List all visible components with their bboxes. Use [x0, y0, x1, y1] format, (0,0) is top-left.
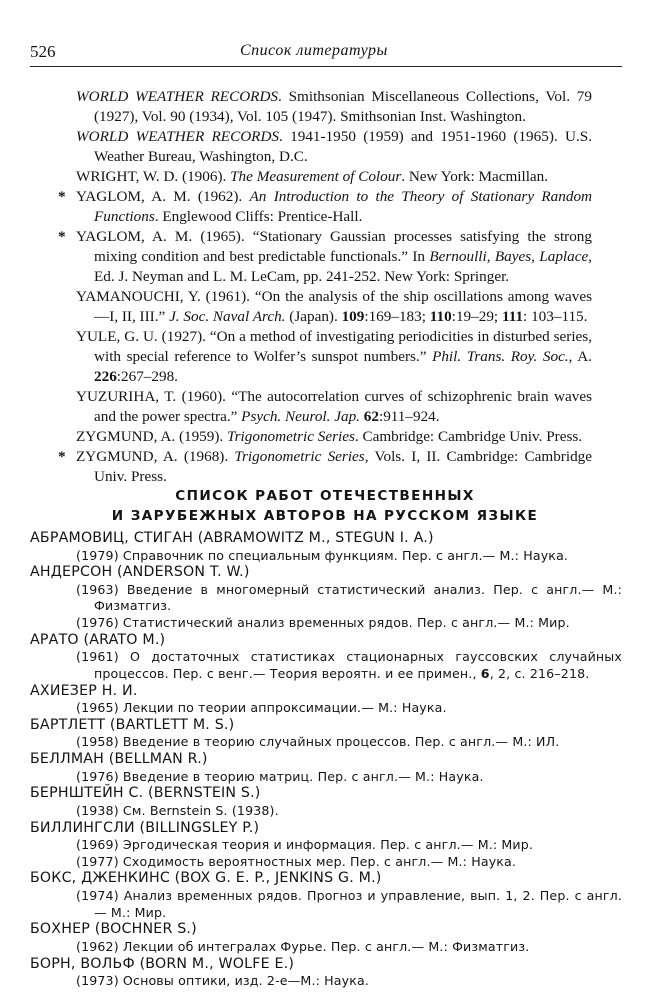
reference-entry: [0, 167, 592, 187]
text-run: . 1941-1950 (1959) and 1951-1960 (1965). U.S. Weather Bureau, Washington, D.C.: [94, 128, 592, 165]
work-entry: [30, 649, 622, 682]
text-run: . Cambridge: Cambridge Univ. Press.: [354, 428, 583, 445]
reference-entry: [0, 447, 592, 487]
reference-entry: [0, 87, 592, 127]
text-run: 6: [480, 666, 490, 682]
text-run: J. Soc. Naval Arch.: [169, 308, 286, 325]
work-entry: [30, 803, 622, 820]
text-run: 226: [94, 368, 117, 385]
running-title: Список литературы: [240, 42, 388, 59]
reference-entry: [0, 187, 592, 227]
text-run: . Englewood Cliffs: Prentice-Hall.: [154, 208, 363, 225]
english-reference-list: [0, 87, 650, 487]
reference-entry: [0, 287, 592, 327]
text-run: Psych. Neurol. Jap.: [241, 408, 360, 425]
text-run: 109: [341, 308, 365, 325]
reference-entry: [0, 127, 592, 167]
text-run: Phil. Trans. Roy. Soc.: [432, 348, 569, 365]
work-entry: [30, 939, 622, 956]
work-entry: [30, 837, 622, 854]
text-run: WORLD WEATHER RECORDS: [76, 128, 280, 145]
text-run: 62: [363, 408, 379, 425]
text-run: , 2, с. 216–218.: [489, 666, 590, 682]
text-run: (1976) Статистический анализ временных рядов. Пер. с англ.— М.: Мир.: [76, 615, 570, 631]
star-marker: *: [58, 448, 66, 465]
text-run: (1963) Введение в многомерный статистический анализ. Пер. с англ.— М.: Физматгиз.: [76, 581, 622, 614]
text-run: (1962) Лекции об интегралах Фурье. Пер. с англ.— М.: Физматгиз.: [76, 938, 530, 954]
text-run: 111: [501, 308, 524, 325]
text-run: (1976) Введение в теорию матриц. Пер. с англ.— М.: Наука.: [76, 768, 484, 784]
text-run: The Measurement of Colour: [230, 168, 402, 185]
author-heading: БЕЛЛМАН (BELLMAN R.): [30, 751, 208, 768]
author-heading: АХИЕЗЕР Н. И.: [30, 682, 138, 699]
text-run: , A.: [568, 348, 592, 365]
author-heading: АРАТО (ARATO M.): [30, 631, 166, 648]
text-run: : 103–115.: [523, 308, 588, 325]
star-marker: *: [58, 228, 66, 245]
work-entry: [30, 700, 622, 717]
russian-section-heading: [0, 486, 650, 526]
text-run: YAMANOUCHI, Y. (1961). “On the analysis of the ship oscillations among waves—I, II, III.”: [76, 288, 592, 325]
work-entry: [30, 888, 622, 921]
text-run: (1977) Сходимость вероятностных мер. Пер. с англ.— М.: Наука.: [76, 853, 517, 869]
text-run: :911–924.: [378, 408, 440, 425]
author-heading: БЕРНШТЕЙН С. (BERNSTEIN S.): [30, 785, 261, 802]
russian-reference-list: [30, 530, 622, 990]
work-entry: [30, 973, 622, 990]
reference-entry: [0, 427, 592, 447]
text-run: , Vols. I, II. Cambridge: Cambridge Univ. Press.: [94, 448, 592, 485]
author-heading: АНДЕРСОН (ANDERSON T. W.): [30, 564, 250, 581]
page-number: 526: [30, 42, 56, 61]
work-entry: [30, 615, 622, 632]
author-heading: АБРАМОВИЦ, СТИГАН (ABRAMOWITZ M., STEGUN I. A.): [30, 530, 434, 546]
work-entry: [30, 734, 622, 751]
author-heading: БОРН, ВОЛЬФ (BORN M., WOLFE E.): [30, 955, 295, 972]
text-run: (1961) О достаточных статистиках стационарных гауссовских случайных процессов. Пер. с венг.— Теория вероятн. и ее примен.,: [76, 649, 622, 682]
text-run: ZYGMUND, A. (1968).: [76, 448, 235, 465]
text-run: YUZURIHA, T. (1960). “The autocorrelation curves of schizophrenic brain waves and the power spectra.”: [76, 388, 592, 425]
text-run: YULE, G. U. (1927). “On a method of investigating periodicities in disturbed series, with special reference to Wolfer’s sunspot numbers.”: [76, 328, 592, 365]
author-heading: БОКС, ДЖЕНКИНС (BOX G. E. P., JENKINS G. M.): [30, 870, 382, 887]
work-entry: [30, 582, 622, 615]
text-run: 110: [429, 308, 452, 325]
text-run: (1974) Анализ временных рядов. Прогноз и управление, вып. 1, 2. Пер. с англ.— М.: Мир.: [76, 887, 622, 920]
text-run: . New York: Macmillan.: [401, 168, 549, 185]
text-run: ZYGMUND, A. (1959).: [76, 428, 228, 445]
text-run: , Ed. J. Neyman and L. M. LeCam, pp. 241-252. New York: Springer.: [94, 248, 593, 285]
text-run: YAGLOM, A. M. (1965). “Stationary Gaussian processes satisfying the strong mixing condition and best predictable functionals.” In: [76, 228, 592, 265]
text-run: WORLD WEATHER RECORDS: [76, 88, 279, 105]
author-heading: БОХНЕР (BOCHNER S.): [30, 921, 197, 938]
text-run: An Introduction to the Theory of Stationary Random Functions: [94, 188, 593, 225]
text-run: (Japan).: [285, 308, 342, 325]
reference-entry: [0, 227, 592, 287]
text-run: Trigonometric Series: [234, 448, 365, 465]
reference-entry: [0, 327, 592, 387]
text-run: (1965) Лекции по теории аппроксимации.— М.: Наука.: [76, 700, 447, 716]
text-run: :19–29;: [451, 308, 502, 325]
text-run: Trigonometric Series: [227, 428, 355, 445]
text-run: (1969) Эргодическая теория и информация. Пер. с англ.— М.: Мир.: [76, 837, 534, 853]
page-header: [30, 40, 622, 64]
heading-line-1: СПИСОК РАБОТ ОТЕЧЕСТВЕННЫХ: [175, 488, 475, 504]
work-entry: [30, 854, 622, 871]
text-run: :169–183;: [364, 308, 430, 325]
author-heading: БАРТЛЕТТ (BARTLETT M. S.): [30, 716, 235, 733]
text-run: WRIGHT, W. D. (1906).: [76, 168, 231, 185]
author-heading: БИЛЛИНГСЛИ (BILLINGSLEY P.): [30, 819, 260, 836]
work-entry: [30, 548, 622, 565]
text-run: :267–298.: [116, 368, 178, 385]
text-run: (1958) Введение в теорию случайных процессов. Пер. с англ.— М.: ИЛ.: [76, 734, 560, 750]
header-rule: [30, 66, 622, 67]
work-entry: [30, 769, 622, 786]
text-run: YAGLOM, A. M. (1962).: [76, 188, 250, 205]
text-run: (1979) Справочник по специальным функциям. Пер. с англ.— М.: Наука.: [76, 547, 569, 563]
text-run: (1938) См. Bernstein S. (1938).: [76, 802, 279, 818]
text-run: (1973) Основы оптики, изд. 2-е—М.: Наука.: [76, 973, 370, 989]
text-run: Bernoulli, Bayes, Laplace: [429, 248, 589, 265]
reference-entry: [0, 387, 592, 427]
heading-line-2: И ЗАРУБЕЖНЫХ АВТОРОВ НА РУССКОМ ЯЗЫКЕ: [111, 508, 539, 524]
star-marker: *: [58, 188, 66, 205]
text-run: . Smithsonian Miscellaneous Collections, Vol. 79 (1927), Vol. 90 (1934), Vol. 105 (1947). Smithsonian Inst. Washington.: [94, 88, 592, 125]
